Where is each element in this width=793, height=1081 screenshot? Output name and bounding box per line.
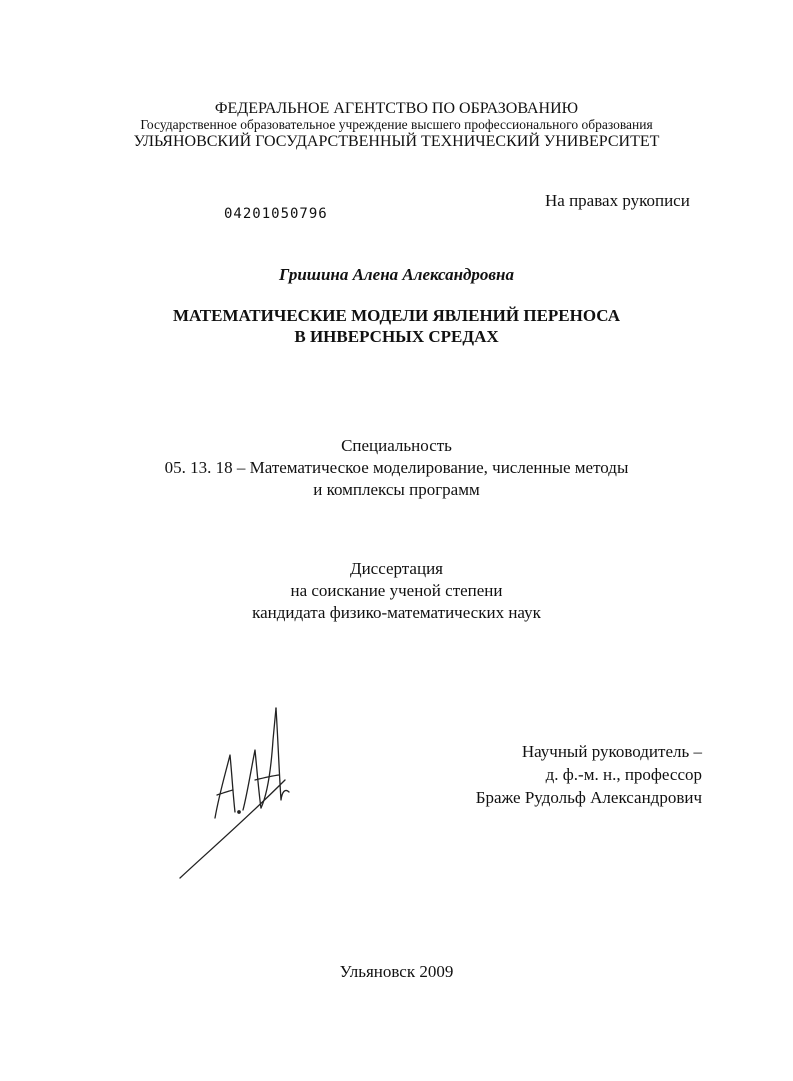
adviser-title: Научный руководитель – — [521, 742, 702, 761]
city-year: Ульяновск 2009 — [339, 962, 454, 981]
specialty-label: Специальность — [341, 436, 452, 455]
specialty-line-2: и комплексы программ — [313, 480, 480, 499]
dissertation-line-3: кандидата физико-математических наук — [252, 603, 541, 622]
specialty-block — [0, 435, 793, 501]
manuscript-note: На правах рукописи — [545, 191, 690, 210]
adviser-degree: д. ф.-м. н., профессор — [545, 765, 702, 784]
specialty-line-1: 05. 13. 18 – Математическое моделирование, численные методы — [164, 458, 629, 477]
author-name: Гришина Алена Александровна — [279, 265, 514, 284]
document-header — [0, 100, 793, 150]
adviser-name: Браже Рудольф Александрович — [475, 788, 702, 807]
registration-code: 04201050796 — [224, 206, 328, 222]
university-name: УЛЬЯНОВСКИЙ ГОСУДАРСТВЕННЫЙ ТЕХНИЧЕСКИЙ УНИВЕРСИТЕТ — [133, 133, 660, 150]
title-line-2: В ИНВЕРСНЫХ СРЕДАХ — [294, 327, 499, 346]
agency-name: ФЕДЕРАЛЬНОЕ АГЕНТСТВО ПО ОБРАЗОВАНИЮ — [214, 100, 579, 117]
title-line-1: МАТЕМАТИЧЕСКИЕ МОДЕЛИ ЯВЛЕНИЙ ПЕРЕНОСА — [172, 306, 621, 325]
dissertation-line-1: Диссертация — [349, 559, 443, 578]
institution-type: Государственное образовательное учреждение высшего профессионального образования — [140, 117, 653, 132]
dissertation-line-2: на соискание ученой степени — [290, 581, 503, 600]
dissertation-title — [0, 305, 793, 347]
signature-icon — [175, 700, 305, 885]
dissertation-block — [0, 558, 793, 624]
scientific-adviser — [420, 740, 702, 809]
